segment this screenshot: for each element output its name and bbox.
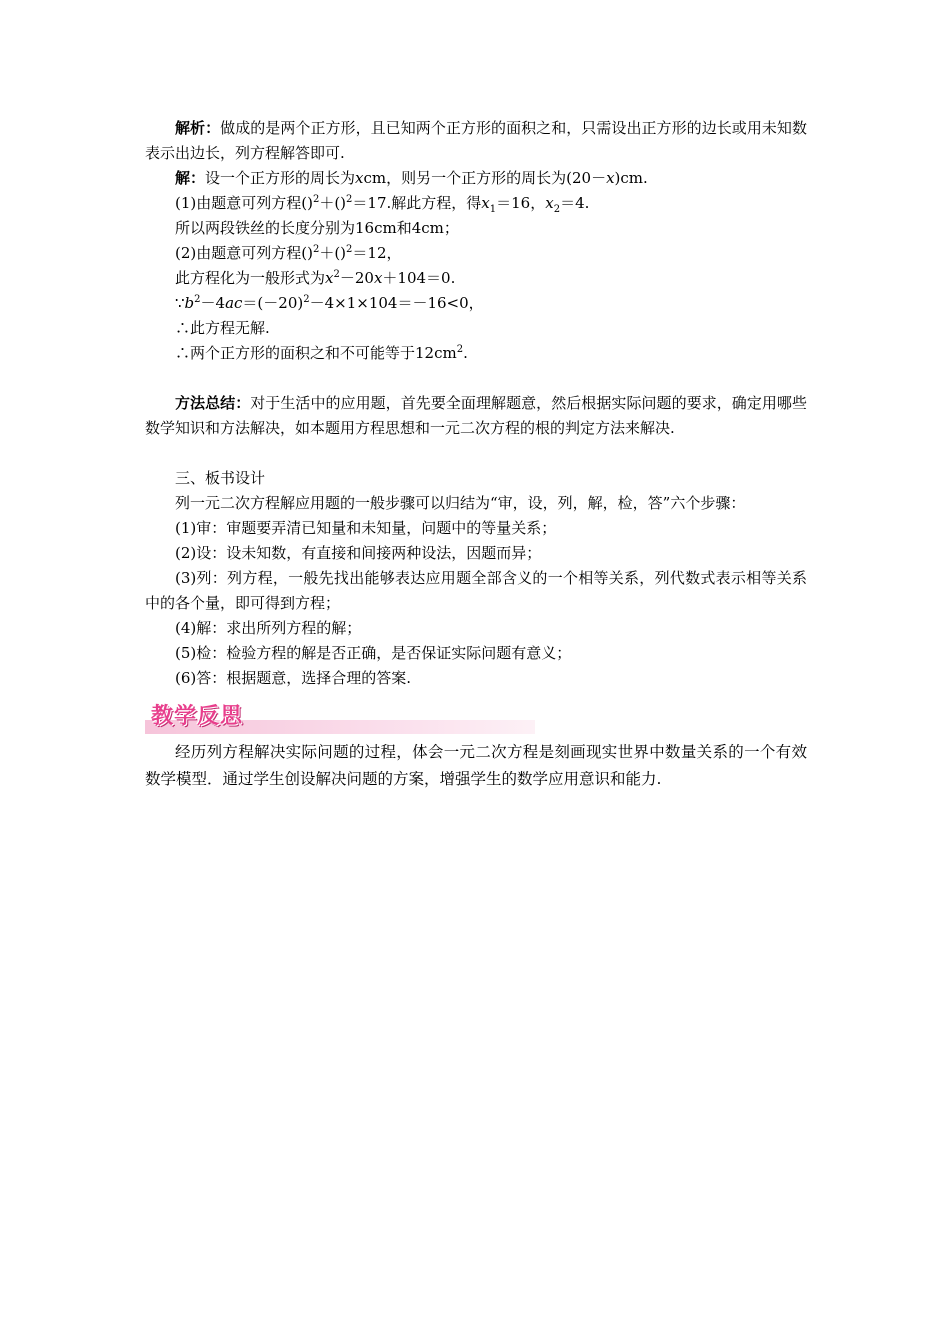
analysis-paragraph <box>145 116 807 166</box>
method-summary <box>145 391 807 441</box>
solution-part2: (2)由题意可列方程()$^2$＋()$^2$＝12， <box>175 244 402 262</box>
board-intro: 列一元二次方程解应用题的一般步骤可以归结为“审，设，列，解，检，答”六个步骤： <box>175 494 746 512</box>
method-label: 方法总结： <box>175 394 251 412</box>
board-step: (1)审：审题要弄清已知量和未知量，问题中的等量关系； <box>175 519 557 537</box>
reflection-banner <box>145 699 807 735</box>
solution-general-form: 此方程化为一般形式为$x^2-20x+104=0$. <box>175 269 456 287</box>
solution-part1: (1)由题意可列方程()$^2$＋()$^2$＝17.解此方程，得$x_1=16$，$x_2=4$. <box>175 194 590 215</box>
solution-part1-result: 所以两段铁丝的长度分别为16cm和4cm； <box>175 219 459 237</box>
board-heading: 三、板书设计 <box>175 469 266 487</box>
board-step: (6)答：根据题意，选择合理的答案. <box>175 669 412 687</box>
analysis-label: 解析： <box>175 119 221 137</box>
solution-label: 解： <box>175 169 206 187</box>
reflection-text: 经历列方程解决实际问题的过程，体会一元二次方程是刻画现实世界中数量关系的一个有效数学模型．通过学生创设解决问题的方案，增强学生的数学应用意识和能力. <box>145 743 807 788</box>
solution-no-solution: ∴此方程无解. <box>175 319 270 337</box>
board-step: (5)检：检验方程的解是否正确，是否保证实际问题有意义； <box>175 644 572 662</box>
solution-conclusion: ∴两个正方形的面积之和不可能等于$12cm^2$. <box>175 344 468 362</box>
method-text: 对于生活中的应用题，首先要全面理解题意，然后根据实际问题的要求，确定用哪些数学知识和方法解决，如本题用方程思想和一元二次方程的根的判定方法来解决. <box>145 394 807 437</box>
board-step: (4)解：求出所列方程的解； <box>175 619 362 637</box>
board-step: (2)设：设未知数，有直接和间接两种设法，因题而异； <box>175 544 542 562</box>
analysis-text: 做成的是两个正方形，且已知两个正方形的面积之和，只需设出正方形的边长或用未知数表示出边长，列方程解答即可. <box>145 119 807 162</box>
spacer <box>145 366 807 391</box>
document-page <box>145 116 807 793</box>
solution-setup: 解：设一个正方形的周长为xcm，则另一个正方形的周长为(20－x)cm. <box>175 169 648 187</box>
spacer <box>145 441 807 466</box>
reflection-banner-label: 教学反思 <box>151 704 244 729</box>
solution-discriminant: $\because b^2-4ac=(-20)^2-4\times 1\times 104=-16<0$， <box>175 294 484 312</box>
board-step: (3)列：列方程，一般先找出能够表达应用题全部含义的一个相等关系，列代数式表示相等关系中的各个量，即可得到方程； <box>145 569 807 612</box>
